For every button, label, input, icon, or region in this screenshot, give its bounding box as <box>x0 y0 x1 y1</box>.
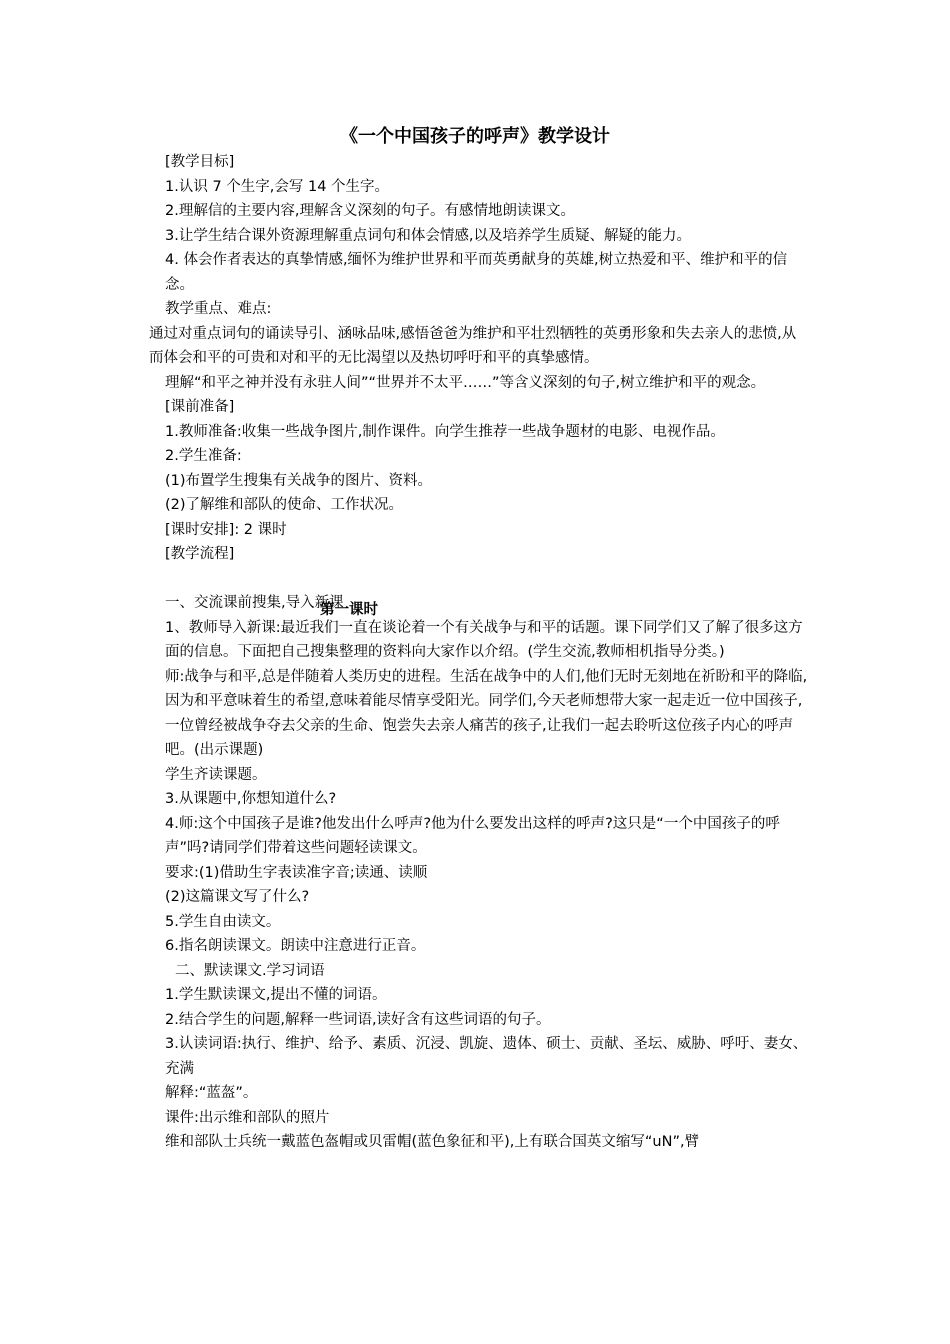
paragraph: 1.教师准备:收集一些战争图片,制作课件。向学生推荐一些战争题材的电影、电视作品。 <box>165 423 725 440</box>
paragraph: 1.认识 7 个生字,会写 14 个生字。 <box>165 178 390 195</box>
section-heading: 二、默读课文.学习词语 <box>175 962 325 979</box>
section-heading: [教学目标] <box>165 154 235 170</box>
section-heading: 一、交流课前搜集,导入新课 <box>165 595 344 611</box>
paragraph: 1.学生默读课文,提出不懂的词语。 <box>165 987 387 1003</box>
paragraph: 4. 体会作者表达的真挚情感,缅怀为维护世界和平而英勇献身的英雄,树立热爱和平、维护和平的信念。 <box>165 252 788 293</box>
paragraph: (2)这篇课文写了什么? <box>165 889 310 905</box>
document-body <box>145 150 810 1155</box>
paragraph: (2)了解维和部队的使命、工作状况。 <box>165 497 404 513</box>
paragraph: 师:战争与和平,总是伴随着人类历史的进程。生活在战争中的人们,他们无时无刻地在祈盼和平的降临,因为和平意味着生的希望,意味着能尽情享受阳光。同学们,今天老师想带大家一起走近一位中国孩子,一位曾经被战争夺去父亲的生命、饱尝失去亲人痛苦的孩子,让我们一起去聆听这位孩子内心的呼声吧。(出示课题) <box>165 668 808 758</box>
paragraph: 3.让学生结合课外资源理解重点词句和体会情感,以及培养学生质疑、解疑的能力。 <box>165 227 691 244</box>
section-heading: [课前准备] <box>165 399 235 415</box>
paragraph: 1、教师导入新课:最近我们一直在谈论着一个有关战争与和平的话题。课下同学们又了解了很多这方面的信息。下面把自己搜集整理的资料向大家作以介绍。(学生交流,教师相机指导分类。) <box>165 619 803 660</box>
paragraph: 2.结合学生的问题,解释一些词语,读好含有这些词语的句子。 <box>165 1011 551 1028</box>
paragraph: 通过对重点词句的诵读导引、涵咏品味,感悟爸爸为维护和平壮烈牺牲的英勇形象和失去亲人的悲愤,从而体会和平的可贵和对和平的无比渴望以及热切呼吁和平的真挚感情。 <box>149 325 797 366</box>
paragraph: 理解“和平之神并没有永驻人间”“世界并不太平……”等含义深刻的句子,树立维护和平的观念。 <box>165 374 766 391</box>
paragraph: 课件:出示维和部队的照片 <box>165 1109 330 1126</box>
paragraph: 2.学生准备: <box>165 448 242 464</box>
paragraph: 要求:(1)借助生字表读准字音;读通、读顺 <box>165 864 428 881</box>
lesson-subtitle: 第一课时 <box>320 602 378 618</box>
paragraph: 3.认读词语:执行、维护、给予、素质、沉浸、凯旋、遗体、硕士、贡献、圣坛、威胁、呼吁、妻女、充满 <box>165 1036 808 1077</box>
paragraph: 6.指名朗读课文。朗读中注意进行正音。 <box>165 938 426 954</box>
paragraph: 解释:“蓝盔”。 <box>165 1085 258 1101</box>
section-heading: [教学流程] <box>165 546 235 562</box>
document-title: 《一个中国孩子的呼声》教学设计 <box>340 126 610 147</box>
paragraph: 4.师:这个中国孩子是谁?他发出什么呼声?他为什么要发出这样的呼声?这只是“一个中国孩子的呼声”吗?请同学们带着这些问题轻读课文。 <box>165 815 780 856</box>
paragraph: 学生齐读课题。 <box>165 766 267 783</box>
paragraph: (1)布置学生搜集有关战争的图片、资料。 <box>165 472 433 489</box>
paragraph: 3.从课题中,你想知道什么? <box>165 791 337 807</box>
paragraph: 2.理解信的主要内容,理解含义深刻的句子。有感情地朗读课文。 <box>165 203 575 219</box>
paragraph: 5.学生自由读文。 <box>165 913 281 930</box>
subheading-spacer <box>145 567 810 592</box>
paragraph: [课时安排]: 2 课时 <box>165 521 287 538</box>
paragraph: 维和部队士兵统一戴蓝色盔帽或贝雷帽(蓝色象征和平),上有联合国英文缩写“uN”,臂 <box>165 1134 700 1150</box>
section-heading: 教学重点、难点: <box>165 301 272 317</box>
